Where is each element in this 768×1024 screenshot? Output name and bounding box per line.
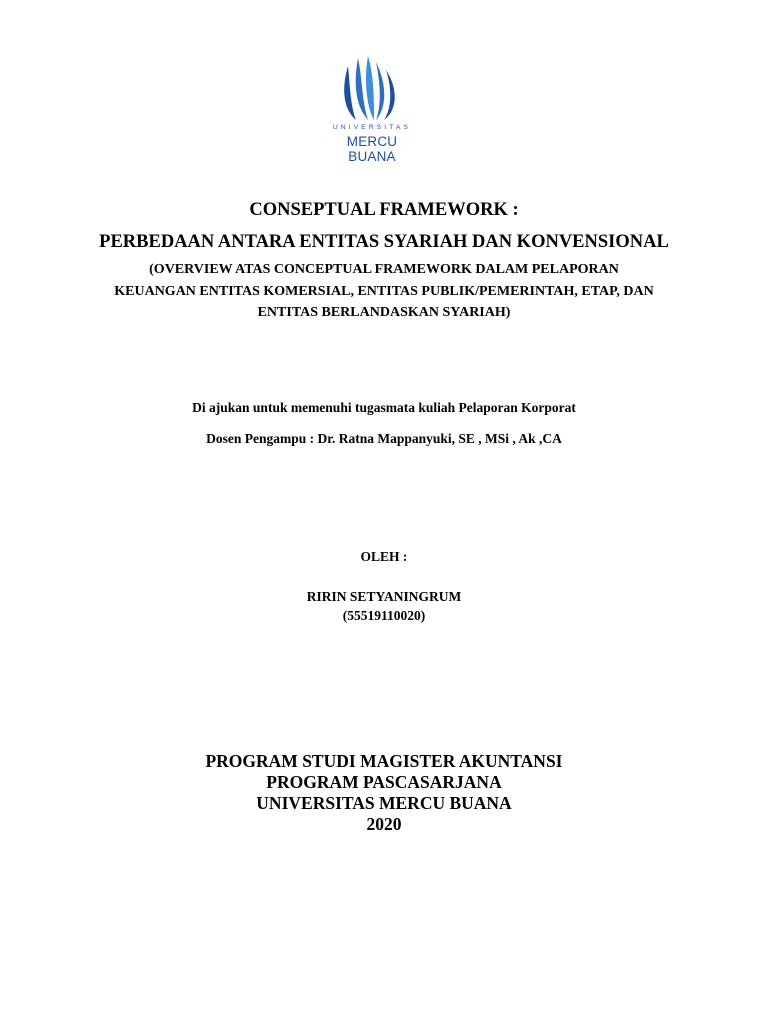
study-program: PROGRAM STUDI MAGISTER AKUNTANSI — [205, 751, 563, 771]
title-line-2: PERBEDAAN ANTARA ENTITAS SYARIAH DAN KONVENSIONAL — [99, 232, 669, 252]
university-label: UNIVERSITAS — [332, 124, 412, 131]
author-label: OLEH : — [360, 549, 408, 564]
title-line-1: CONSEPTUAL FRAMEWORK : — [249, 200, 519, 220]
author-id: (55519110020) — [342, 608, 426, 623]
subtitle-line-2: KEUANGAN ENTITAS KOMERSIAL, ENTITAS PUBLIK/PEMERINTAH, ETAP, DAN — [114, 284, 654, 299]
university-name: UNIVERSITAS MERCU BUANA — [256, 793, 512, 813]
purpose-statement: Di ajukan untuk memenuhi tugasmata kuliah Pelaporan Korporat — [192, 400, 576, 415]
university-name-logo-text: MERCU BUANA — [346, 134, 398, 164]
subtitle-line-3: ENTITAS BERLANDASKAN SYARIAH) — [257, 305, 511, 320]
subtitle-line-1: (OVERVIEW ATAS CONCEPTUAL FRAMEWORK DALAM PELAPORAN — [149, 262, 619, 277]
graduate-program: PROGRAM PASCASARJANA — [266, 772, 502, 792]
mercu-buana-logo-icon — [324, 56, 420, 122]
university-logo — [324, 56, 420, 164]
year: 2020 — [366, 814, 402, 834]
lecturer-line: Dosen Pengampu : Dr. Ratna Mappanyuki, SE , MSi , Ak ,CA — [206, 431, 562, 446]
author-name: RIRIN SETYANINGRUM — [306, 589, 462, 604]
